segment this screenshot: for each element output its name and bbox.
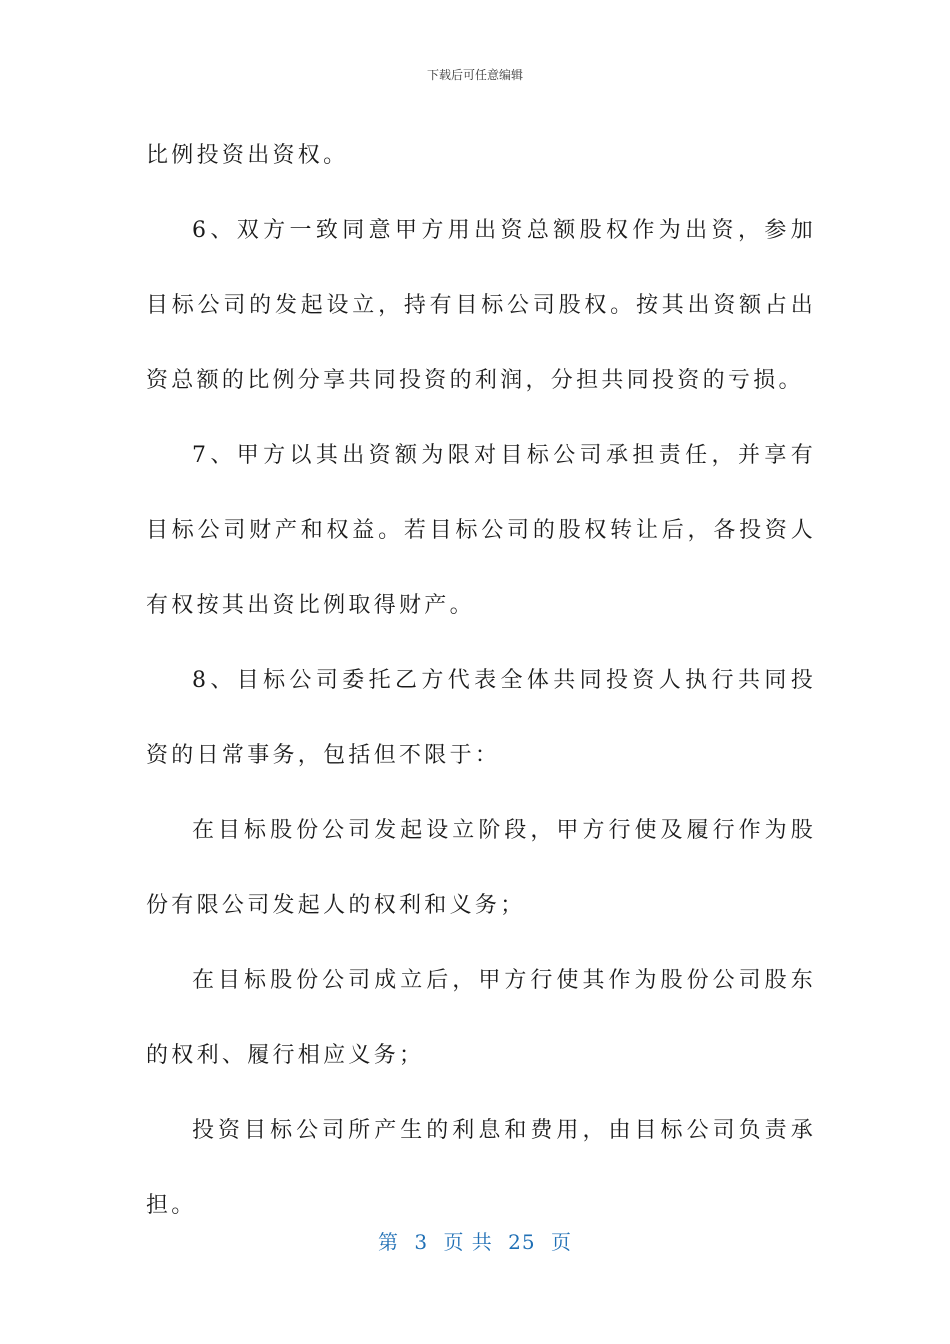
- total-page-count: 25: [508, 1230, 536, 1254]
- page-number-footer: [0, 1226, 950, 1255]
- page-header: 下载后可任意编辑: [426, 68, 523, 82]
- paragraph: 8、目标公司委托乙方代表全体共同投资人执行共同投资的日常事务，包括但不限于：: [146, 668, 816, 768]
- paragraph: 在目标股份公司成立后，甲方行使其作为股份公司股东的权利、履行相应义务；: [146, 968, 816, 1068]
- document-body: [146, 118, 816, 1243]
- paragraph: 6、双方一致同意甲方用出资总额股权作为出资，参加目标公司的发起设立，持有目标公司股权。按其出资额占出资总额的比例分享共同投资的利润，分担共同投资的亏损。: [146, 218, 816, 393]
- paragraph: 投资目标公司所产生的利息和费用，由目标公司负责承担。: [146, 1118, 816, 1218]
- paragraph: 7、甲方以其出资额为限对目标公司承担责任，并享有目标公司财产和权益。若目标公司的股权转让后，各投资人有权按其出资比例取得财产。: [146, 443, 816, 618]
- current-page-number: 3: [414, 1230, 429, 1254]
- footer-prefix: 第: [378, 1230, 399, 1254]
- footer-suffix: 页: [550, 1230, 572, 1254]
- footer-middle: 页 共: [443, 1230, 493, 1254]
- paragraph: 在目标股份公司发起设立阶段，甲方行使及履行作为股份有限公司发起人的权利和义务；: [146, 818, 816, 918]
- paragraph: 比例投资出资权。: [146, 143, 349, 168]
